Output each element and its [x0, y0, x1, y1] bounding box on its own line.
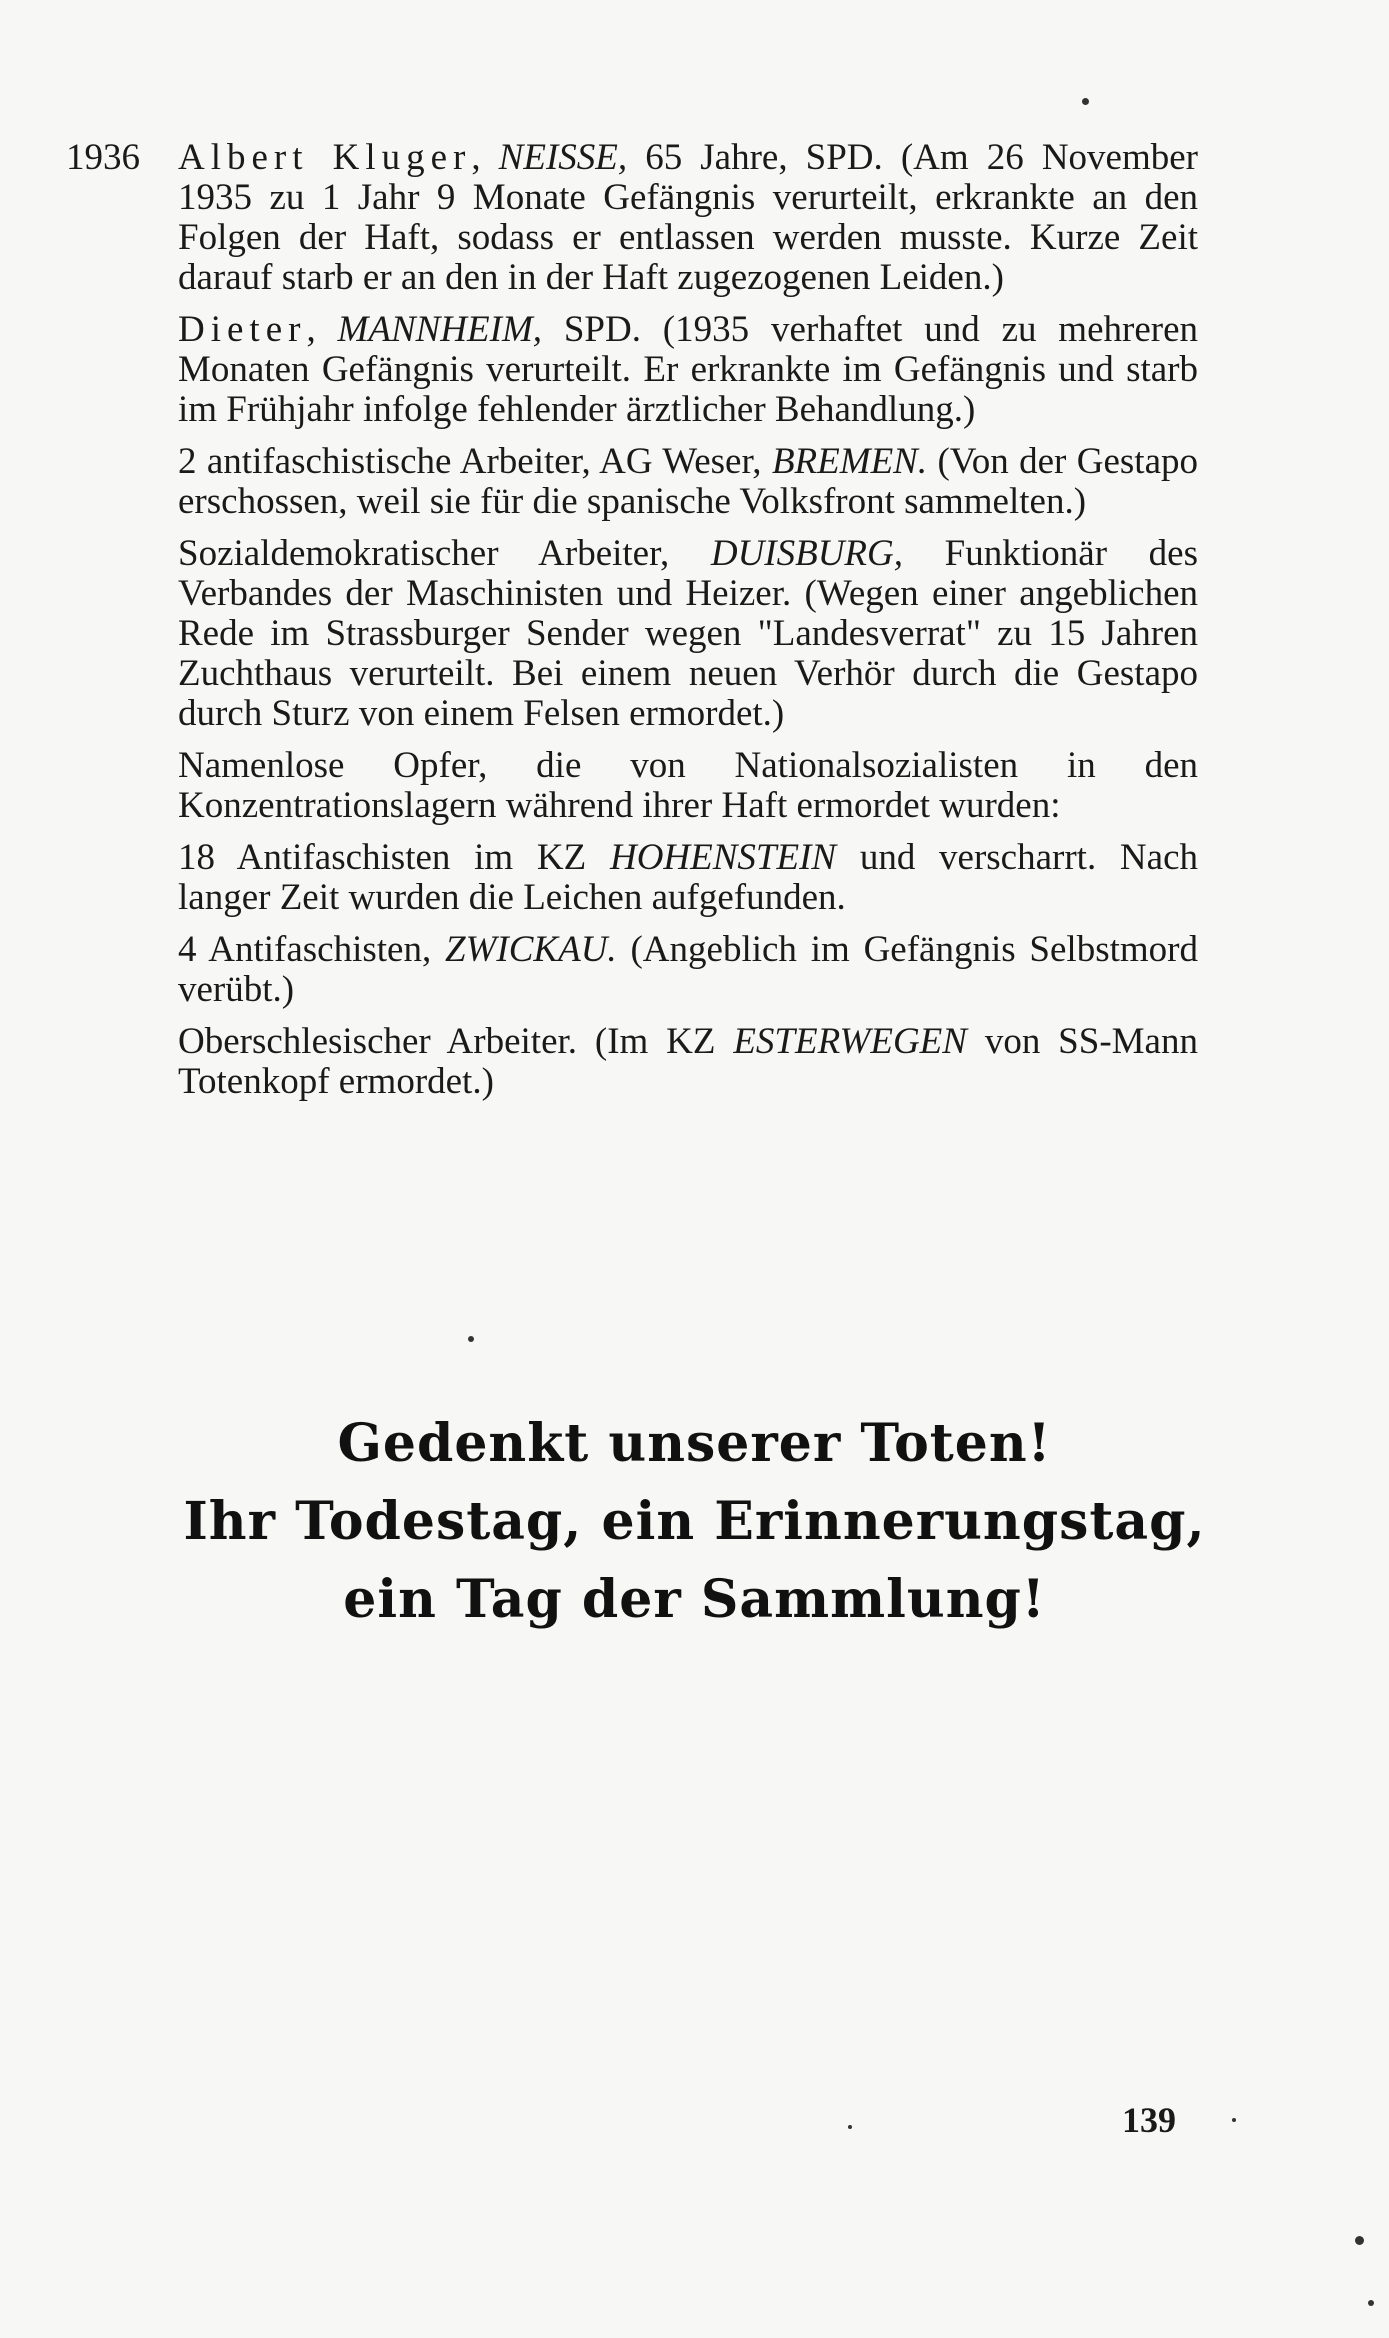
entry-text: und verscharrt. Nach langer Zeit wurden die Leichen aufgefunden. — [178, 837, 1198, 918]
entry-text: von SS-Mann Totenkopf ermordet.) — [178, 1021, 1198, 1102]
entry-text: SPD. (1935 verhaftet und zu mehreren Monaten Gefängnis verurteilt. Er erkrankte im Gefängnis und starb im Frühjahr infolge fehlender ärztlicher Behandlung.) — [178, 309, 1199, 430]
page-number: 139 — [1122, 2100, 1176, 2140]
city-name: HOHENSTEIN — [609, 837, 837, 878]
person-name: Albert Kluger — [178, 137, 472, 178]
closing-appeal — [0, 1405, 1389, 1639]
entry-text: 65 Jahre, SPD. (Am 26 November 1935 zu 1 Jahr 9 Monate Gefängnis verurteilt, erkrankte an den Folgen der Haft, sodass er entlassen werden musste. Kurze Zeit darauf starb er an den in der Haft zugezogenen Leiden.) — [178, 137, 1198, 298]
scan-speck — [468, 1336, 474, 1342]
city-name: ESTERWEGEN — [733, 1021, 967, 1062]
scan-speck — [1355, 2236, 1364, 2245]
entry-duisburg — [178, 534, 1198, 734]
entry-text: Funktionär des Verbandes der Maschinisten und Heizer. (Wegen einer angeblichen Rede im Strassburger Sender wegen "Landesverrat" zu 15 Jahren Zuchthaus verurteilt. Bei einem neuen Verhör durch die Gestapo durch Sturz von einem Felsen ermordet.) — [178, 533, 1198, 734]
city-name: MANNHEIM, — [337, 309, 543, 350]
entry-kluger — [178, 138, 1198, 298]
scan-speck — [1082, 98, 1089, 105]
closing-line-1: Gedenkt unserer Toten! — [337, 1413, 1052, 1474]
scan-speck — [1232, 2118, 1236, 2122]
entry-bremen — [178, 442, 1198, 522]
entry-prefix: Namenlose Opfer, die von Nationalsozialisten in den Konzentrationslagern während ihrer Haft ermordet wurden: — [178, 745, 1198, 826]
city-name: DUISBURG, — [710, 533, 903, 574]
entry-prefix: Oberschlesischer Arbeiter. (Im KZ — [178, 1021, 734, 1062]
closing-line-3: ein Tag der Sammlung! — [343, 1569, 1046, 1630]
victim-list — [178, 138, 1198, 1114]
entry-dieter — [178, 310, 1198, 430]
entry-prefix: 4 Antifaschisten, — [178, 929, 446, 970]
city-name: BREMEN. — [771, 441, 928, 482]
entry-zwickau — [178, 930, 1198, 1010]
city-name: ZWICKAU. — [445, 929, 617, 970]
scan-speck — [848, 2125, 852, 2129]
entry-esterwegen — [178, 1022, 1198, 1102]
separator: , — [471, 137, 499, 178]
year-label: 1936 — [66, 137, 140, 178]
entry-hohenstein — [178, 838, 1198, 918]
separator: , — [306, 309, 338, 350]
entry-prefix: 18 Antifaschisten im KZ — [178, 837, 610, 878]
person-name: Dieter — [178, 309, 307, 350]
entry-text: (Von der Gestapo erschossen, weil sie für die spanische Volksfront sammelten.) — [178, 441, 1199, 522]
entry-namenlose — [178, 746, 1198, 826]
entry-prefix: Sozialdemokratischer Arbeiter, — [178, 533, 711, 574]
entry-text: (Angeblich im Gefängnis Selbstmord verübt.) — [178, 929, 1198, 1010]
entry-prefix: 2 antifaschistische Arbeiter, AG Weser, — [178, 441, 772, 482]
closing-line-2: Ihr Todestag, ein Erinnerungstag, — [183, 1491, 1206, 1552]
scan-speck — [1368, 2300, 1374, 2306]
city-name: NEISSE, — [498, 137, 628, 178]
